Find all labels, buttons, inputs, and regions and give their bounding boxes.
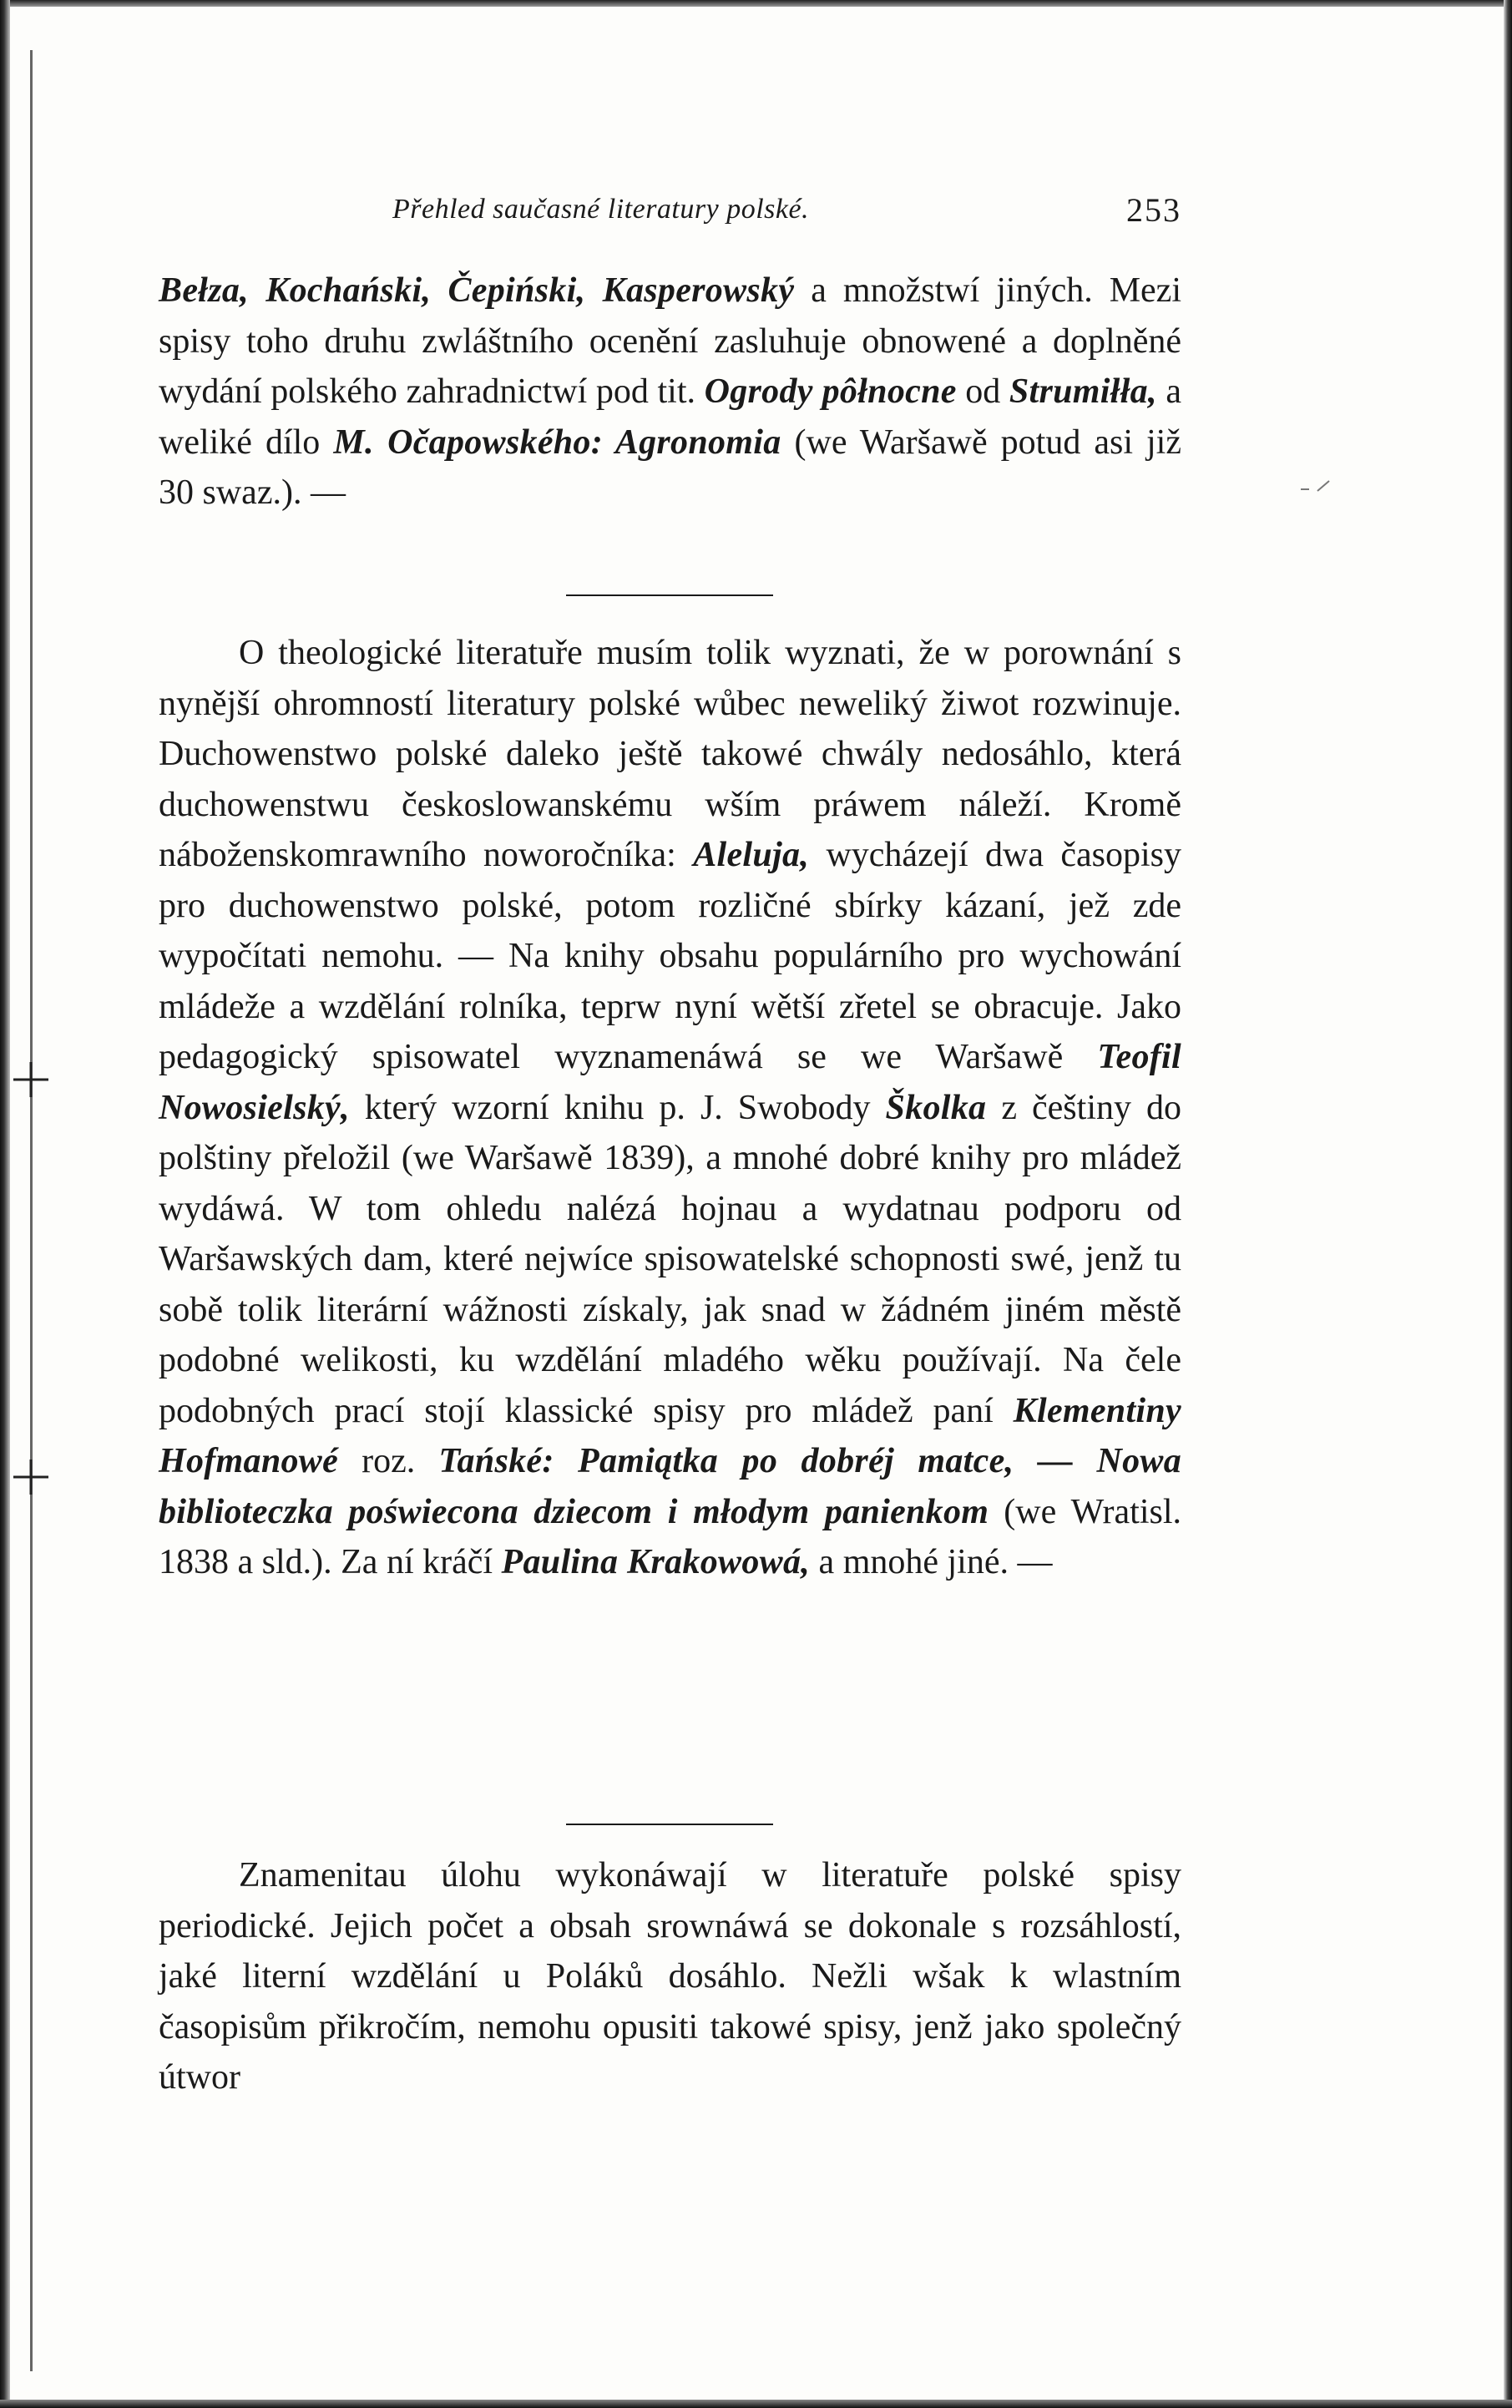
text-italic: Školka xyxy=(885,1088,987,1127)
text: od xyxy=(956,372,1009,411)
text-italic: Klementiny Hofmanowé xyxy=(159,1391,1181,1480)
registration-cross-icon xyxy=(12,1458,50,1496)
section-divider xyxy=(566,1824,773,1825)
text: (we Waršawě potud asi již 30 swaz.). — xyxy=(159,422,1181,512)
paragraph-2 xyxy=(159,628,1181,1588)
text: a množstwí jiných. Mezi spisy toho druhu zwláštního ocenění zasluhuje obnowené a doplněné wydání polského zahradnictwí pod tit. xyxy=(159,271,1181,411)
text-italic: Paulina Krakowowá, xyxy=(501,1543,811,1581)
section-divider xyxy=(566,594,773,596)
pencil-mark-icon xyxy=(1299,478,1332,494)
text-italic: Bełza, Kochański, Čepiński, Kasperowský xyxy=(159,271,795,310)
text-italic: Tańské: Pamiątka po dobréj matce, — Nowa biblioteczka poświecona dziecom i młodym panienkom xyxy=(159,1442,1181,1531)
scan-edge-right xyxy=(1504,0,1512,2408)
text: (we Wratisl. 1838 a sld.). Za ní kráčí xyxy=(159,1492,1182,1581)
scan-edge-left xyxy=(0,0,10,2408)
text: wycházejí dwa časopisy pro duchowenstwo polské, potom rozličné sbírky kázaní, jež zde wypočítati nemohu. — Na knihy obsahu populárního pro wychowání mládeže a wzdělání rolníka, teprw nyní wětší zřetel se obracuje. Jako pedagogický spisowatel wyznamenáwá se we Waršawě xyxy=(159,836,1181,1076)
text: roz. xyxy=(338,1442,439,1480)
text: z češtiny do polštiny přeložil (we Waršawě 1839), a mnohé dobré knihy pro mládež wydáwá. W tom ohledu nalézá hojnau a wydatnau podporu od Waršawských dam, které nejwíce spisowatelské schopnosti swé, jenž tu sobě tolik literární wážnosti získaly, jak snad w žádném jiném městě podobné welikosti, ku wzdělání mladého wěku používají. Na čele podobných prací stojí klassické spisy pro mládež paní xyxy=(159,1088,1181,1430)
page-number: 253 xyxy=(1126,191,1181,229)
text-italic: Strumiłła, xyxy=(1009,372,1157,411)
scan-binding-line xyxy=(30,50,33,2371)
registration-cross-icon xyxy=(12,1060,50,1099)
running-title: Přehled saučasné literatury polské. xyxy=(392,194,810,225)
text-italic: M. Očapowského: Agronomia xyxy=(333,422,781,462)
text-italic: Teofil Nowosielský, xyxy=(159,1038,1181,1127)
text: a weliké dílo xyxy=(159,372,1181,462)
text: který wzorní knihu p. J. Swobody xyxy=(349,1088,886,1127)
text: Znamenitau úlohu wykonáwají w literatuře polské spisy periodické. Jejich počet a obsah srownáwá se dokonale s rozsáhlostí, jaké literní wzdělání u Poláků dosáhlo. Nežli wšak k wlastním časopisům přikročím, nemohu opusiti takowé spisy, jenž jako společný útwor xyxy=(159,1856,1181,2097)
text: O theologické literatuře musím tolik wyznati, že w porownání s nynější ohromností literatury polské wůbec neweliký žiwot rozwinuje. Duchowenstwo polské daleko ještě takowé chwály nedosáhlo, která duchowenstwu českoslowanskému wším práwem náleží. Kromě náboženskomrawního noworočníka: xyxy=(159,634,1181,874)
text: a mnohé jiné. — xyxy=(810,1543,1053,1581)
text-italic: Aleluja, xyxy=(693,836,810,874)
scan-edge-top xyxy=(0,0,1512,7)
page-header xyxy=(159,191,1181,244)
scan-edge-bottom xyxy=(0,2400,1512,2408)
paragraph-1 xyxy=(159,266,1181,519)
paragraph-3 xyxy=(159,1850,1181,2103)
text-italic: Ogrody pôłnocne xyxy=(704,372,957,411)
